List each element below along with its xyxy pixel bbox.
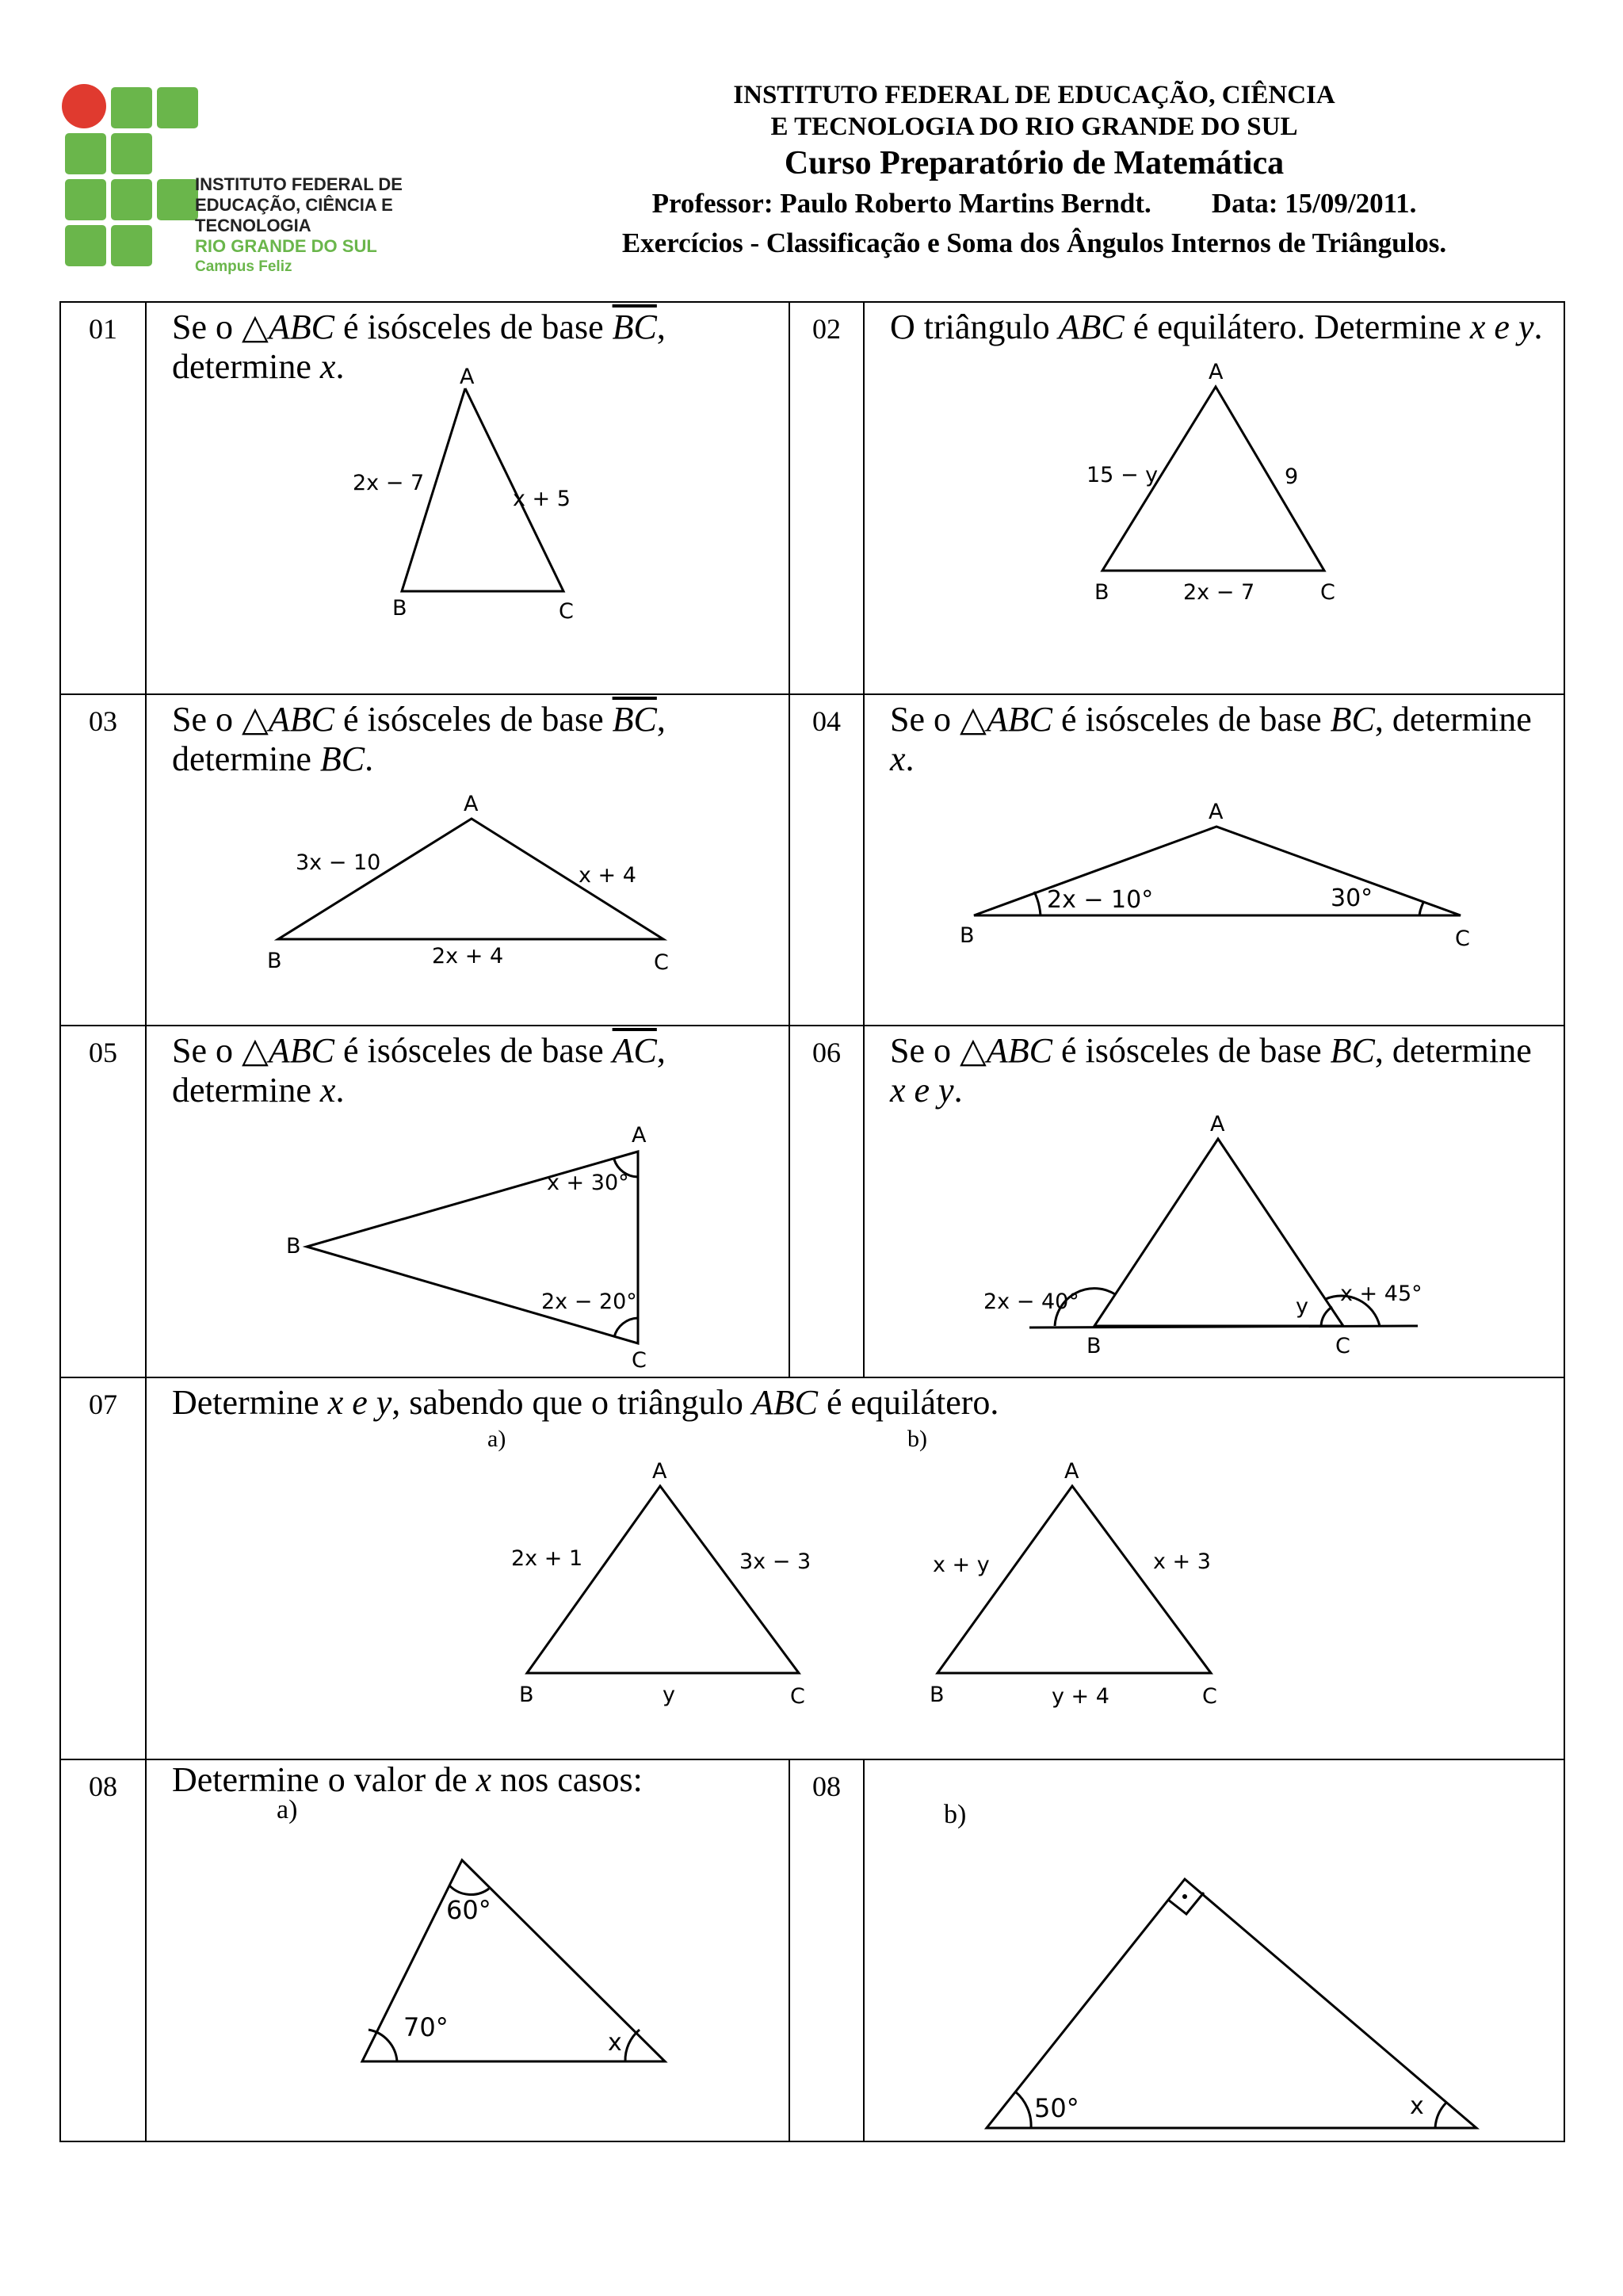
- sub-label: b): [944, 1800, 967, 1829]
- page-header: [507, 79, 1561, 263]
- institution-line-1: INSTITUTO FEDERAL DE EDUCAÇÃO, CIÊNCIA: [733, 81, 1335, 109]
- triangle-figure: [147, 365, 790, 688]
- triangle-figure: [865, 1110, 1565, 1364]
- svg-text:50°: 50°: [1034, 2093, 1079, 2123]
- exercise-number: 02: [789, 302, 864, 694]
- triangle-figure: [147, 1800, 790, 2117]
- svg-text:3x − 10: 3x − 10: [296, 850, 381, 875]
- exercise-number: 08: [60, 1759, 146, 2141]
- svg-text:b): b): [907, 1426, 927, 1452]
- svg-text:a): a): [487, 1426, 506, 1452]
- svg-text:C: C: [632, 1348, 647, 1373]
- professor: Professor: Paulo Roberto Martins Berndt.: [651, 188, 1151, 219]
- logo-line-1: INSTITUTO FEDERAL DE: [195, 174, 403, 194]
- svg-text:A: A: [1209, 800, 1224, 824]
- exercise-number: 06: [789, 1026, 864, 1377]
- exercise-grid: [59, 301, 1565, 2142]
- exercise-02: [864, 302, 1564, 694]
- svg-text:x + 30°: x + 30°: [547, 1171, 629, 1195]
- svg-text:x + 4: x + 4: [579, 863, 636, 888]
- svg-text:B: B: [286, 1234, 301, 1259]
- side-label: 2x − 7: [353, 471, 425, 495]
- svg-text:C: C: [1320, 580, 1335, 605]
- exercise-number: 04: [789, 694, 864, 1026]
- vertex-label: A: [460, 365, 475, 389]
- svg-text:15 − y: 15 − y: [1086, 463, 1159, 487]
- triangle-figure: [865, 779, 1565, 1017]
- svg-text:C: C: [1335, 1334, 1350, 1358]
- svg-text:2x − 20°: 2x − 20°: [541, 1289, 637, 1314]
- svg-text:A: A: [652, 1459, 667, 1484]
- triangle-figure: [147, 779, 790, 1017]
- svg-text:2x + 1: 2x + 1: [511, 1546, 583, 1571]
- logo-square: [111, 87, 152, 128]
- logo-square: [65, 133, 106, 174]
- svg-text:C: C: [654, 950, 669, 975]
- svg-text:3x − 3: 3x − 3: [739, 1549, 812, 1574]
- svg-text:B: B: [1094, 580, 1109, 605]
- subject-line: Exercícios - Classificação e Soma dos Ângulos Internos de Triângulos.: [621, 227, 1447, 258]
- course-title: Curso Preparatório de Matemática: [784, 145, 1285, 181]
- logo-square: [111, 133, 152, 174]
- exercise-05: [146, 1026, 789, 1377]
- exercise-08a: [146, 1759, 789, 2141]
- svg-text:60°: 60°: [446, 1895, 491, 1925]
- logo-text: [195, 174, 506, 277]
- date: Data: 15/09/2011.: [1211, 188, 1417, 219]
- svg-text:x + y: x + y: [933, 1553, 990, 1577]
- svg-text:B: B: [960, 923, 975, 948]
- svg-text:A: A: [632, 1123, 647, 1148]
- logo-square: [111, 225, 152, 266]
- vertex-label: B: [392, 596, 407, 621]
- professor-date-line: [507, 184, 1561, 223]
- exercise-07: [146, 1377, 1564, 1759]
- svg-text:x + 45°: x + 45°: [1340, 1282, 1423, 1306]
- svg-text:A: A: [1209, 360, 1224, 384]
- svg-text:2x + 4: 2x + 4: [432, 944, 504, 968]
- logo-red-dot: [62, 84, 106, 128]
- logo-line-4: Campus Feliz: [195, 258, 292, 275]
- exercise-01: [146, 302, 789, 694]
- svg-text:C: C: [790, 1684, 805, 1709]
- logo-square: [157, 179, 198, 220]
- svg-text:30°: 30°: [1331, 884, 1373, 912]
- exercise-03: [146, 694, 789, 1026]
- svg-text:y: y: [1296, 1294, 1308, 1319]
- exercise-08b: [864, 1759, 1564, 2141]
- exercise-number: 07: [60, 1377, 146, 1759]
- exercise-06: [864, 1026, 1564, 1377]
- svg-text:9: 9: [1285, 464, 1299, 489]
- svg-text:x: x: [1410, 2092, 1424, 2120]
- logo-square: [65, 225, 106, 266]
- svg-text:B: B: [519, 1683, 534, 1707]
- exercise-number: 03: [60, 694, 146, 1026]
- exercise-prompt: Se o △ABC é isósceles de base $\overline{AC}$, determine x.: [172, 1031, 666, 1110]
- svg-text:A: A: [1064, 1459, 1079, 1484]
- exercise-number: 05: [60, 1026, 146, 1377]
- exercise-prompt: O triângulo ABC é equilátero. Determine x e y.: [890, 308, 1543, 346]
- vertex-label: C: [559, 599, 574, 624]
- triangle-figure: [865, 1760, 1565, 2133]
- svg-text:y + 4: y + 4: [1052, 1684, 1109, 1709]
- svg-text:A: A: [1210, 1112, 1225, 1137]
- exercise-04: [864, 694, 1564, 1026]
- svg-text:2x − 7: 2x − 7: [1183, 580, 1255, 605]
- logo-square: [65, 179, 106, 220]
- triangle-figure: [147, 1110, 790, 1373]
- exercise-number: 08: [789, 1759, 864, 2141]
- svg-text:B: B: [930, 1683, 945, 1707]
- exercise-prompt: Se o △ABC é isósceles de base BC, determine x.: [890, 700, 1532, 778]
- exercise-number: 01: [60, 302, 146, 694]
- svg-text:2x − 10°: 2x − 10°: [1047, 886, 1154, 914]
- exercise-prompt: Se o △ABC é isósceles de base $\overline{BC}$, determine x.: [172, 308, 666, 386]
- svg-text:C: C: [1455, 926, 1470, 951]
- svg-text:x: x: [608, 2029, 622, 2057]
- logo-line-3: RIO GRANDE DO SUL: [195, 236, 377, 256]
- sub-label: a): [277, 1795, 298, 1824]
- svg-text:2x − 40°: 2x − 40°: [983, 1289, 1079, 1314]
- svg-text:70°: 70°: [403, 2012, 449, 2042]
- triangle-figure-pair: [147, 1423, 1565, 1740]
- logo-square: [157, 87, 198, 128]
- svg-text:C: C: [1202, 1684, 1217, 1709]
- exercise-prompt: Determine x e y, sabendo que o triângulo ABC é equilátero.: [172, 1383, 999, 1422]
- svg-text:B: B: [267, 949, 282, 973]
- svg-text:x + 3: x + 3: [1153, 1549, 1211, 1574]
- exercise-prompt: Se o △ABC é isósceles de base $\overline{BC}$, determine BC.: [172, 700, 666, 778]
- exercise-prompt: Determine o valor de x nos casos:: [172, 1760, 643, 1799]
- side-label: x + 5: [513, 487, 571, 511]
- logo-square: [111, 179, 152, 220]
- exercise-prompt: Se o △ABC é isósceles de base BC, determine x e y.: [890, 1031, 1532, 1110]
- svg-text:B: B: [1086, 1334, 1102, 1358]
- logo-line-2: EDUCAÇÃO, CIÊNCIA E TECNOLOGIA: [195, 195, 393, 235]
- svg-text:A: A: [464, 792, 479, 816]
- institute-logo: [62, 84, 506, 275]
- svg-text:y: y: [663, 1683, 675, 1707]
- institution-line-2: E TECNOLOGIA DO RIO GRANDE DO SUL: [770, 113, 1298, 141]
- triangle-figure: [865, 347, 1565, 648]
